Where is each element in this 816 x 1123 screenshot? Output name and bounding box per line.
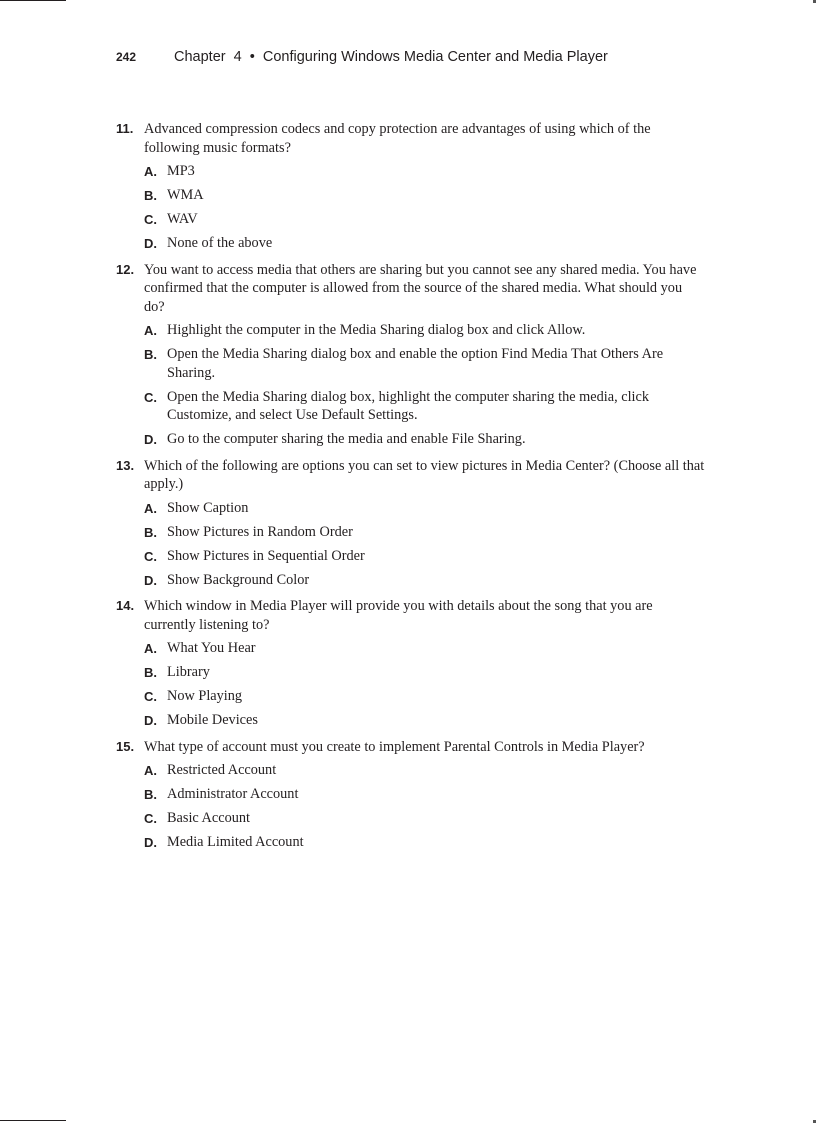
answer-option [144,711,706,730]
option-text: Now Playing [167,688,243,704]
answer-option [144,547,706,566]
answer-option [144,639,706,658]
question-number: 12. [116,261,135,277]
option-letter: B. [144,347,157,362]
question-list [116,120,706,860]
answer-option [144,785,706,804]
question-item [116,120,706,253]
question-number: 14. [116,598,135,613]
answer-option [144,162,706,181]
option-letter: A. [144,500,157,516]
answer-options [144,761,706,852]
option-text: MP3 [167,163,195,179]
option-text: None of the above [167,235,273,251]
option-text: What You Hear [167,640,256,656]
option-letter: A. [144,164,157,179]
page-number: 242 [116,50,137,64]
question-text: Advanced compression codecs and copy protection are advantages of using which of the following music formats? [144,121,651,156]
answer-option [144,687,706,706]
option-text: WAV [167,211,198,227]
option-text: Open the Media Sharing dialog box and enable the option Find Media That Others Are Sharing. [167,346,664,381]
option-letter: C. [144,548,157,564]
option-text: Administrator Account [167,786,299,802]
option-text: Basic Account [167,810,250,826]
answer-option [144,663,706,682]
option-letter: B. [144,665,157,680]
option-letter: C. [144,689,157,704]
option-text: Mobile Devices [167,712,258,728]
question-item [116,597,706,730]
answer-option [144,761,706,780]
option-text: WMA [167,187,204,203]
option-text: Show Pictures in Sequential Order [167,547,365,564]
answer-options [144,321,706,449]
answer-option [144,571,706,590]
option-text: Go to the computer sharing the media and enable File Sharing. [167,431,526,447]
answer-option [144,345,706,382]
answer-option [144,210,706,229]
answer-options [144,499,706,590]
option-letter: D. [144,835,157,850]
option-text: Library [167,664,210,680]
answer-options [144,162,706,253]
question-number: 13. [116,457,135,473]
answer-option [144,321,706,340]
option-letter: C. [144,389,157,405]
question-text: What type of account must you create to implement Parental Controls in Media Player? [144,738,645,755]
question-text: Which window in Media Player will provide you with details about the song that you are currently listening to? [144,598,653,633]
answer-option [144,234,706,253]
option-text: Show Pictures in Random Order [167,523,353,540]
question-item [116,738,706,852]
question-text: You want to access media that others are sharing but you cannot see any shared media. You have confirmed that the computer is allowed from the source of the shared media. What should you do? [144,261,697,315]
option-letter: A. [144,763,157,778]
question-number: 11. [116,121,134,136]
option-letter: C. [144,811,157,826]
question-text: Which of the following are options you can set to view pictures in Media Center? (Choose all that apply.) [144,457,705,492]
option-letter: D. [144,713,157,728]
answer-options [144,639,706,730]
answer-option [144,523,706,542]
option-letter: B. [144,787,157,802]
running-head: Chapter 4 • Configuring Windows Media Center and Media Player [174,49,608,65]
option-text: Restricted Account [167,762,277,778]
option-letter: D. [144,432,157,447]
crop-mark-top-left [0,0,66,1]
option-letter: D. [144,572,157,588]
answer-option [144,388,706,425]
option-letter: A. [144,323,157,338]
answer-option [144,430,706,449]
question-item [116,261,706,449]
option-letter: C. [144,212,157,227]
answer-option [144,499,706,518]
option-text: Media Limited Account [167,834,304,850]
option-text: Highlight the computer in the Media Sharing dialog box and click Allow. [167,322,586,338]
option-text: Show Caption [167,499,249,516]
answer-option [144,809,706,828]
option-letter: B. [144,524,157,540]
crop-mark-bottom-left [0,1120,66,1121]
option-text: Show Background Color [167,571,310,588]
question-number: 15. [116,738,135,754]
option-letter: A. [144,641,157,656]
answer-option [144,186,706,205]
question-item [116,457,706,590]
option-text: Open the Media Sharing dialog box, highlight the computer sharing the media, click Customize, and select Use Default Settings. [167,388,650,423]
option-letter: D. [144,236,157,251]
option-letter: B. [144,188,157,203]
answer-option [144,833,706,852]
